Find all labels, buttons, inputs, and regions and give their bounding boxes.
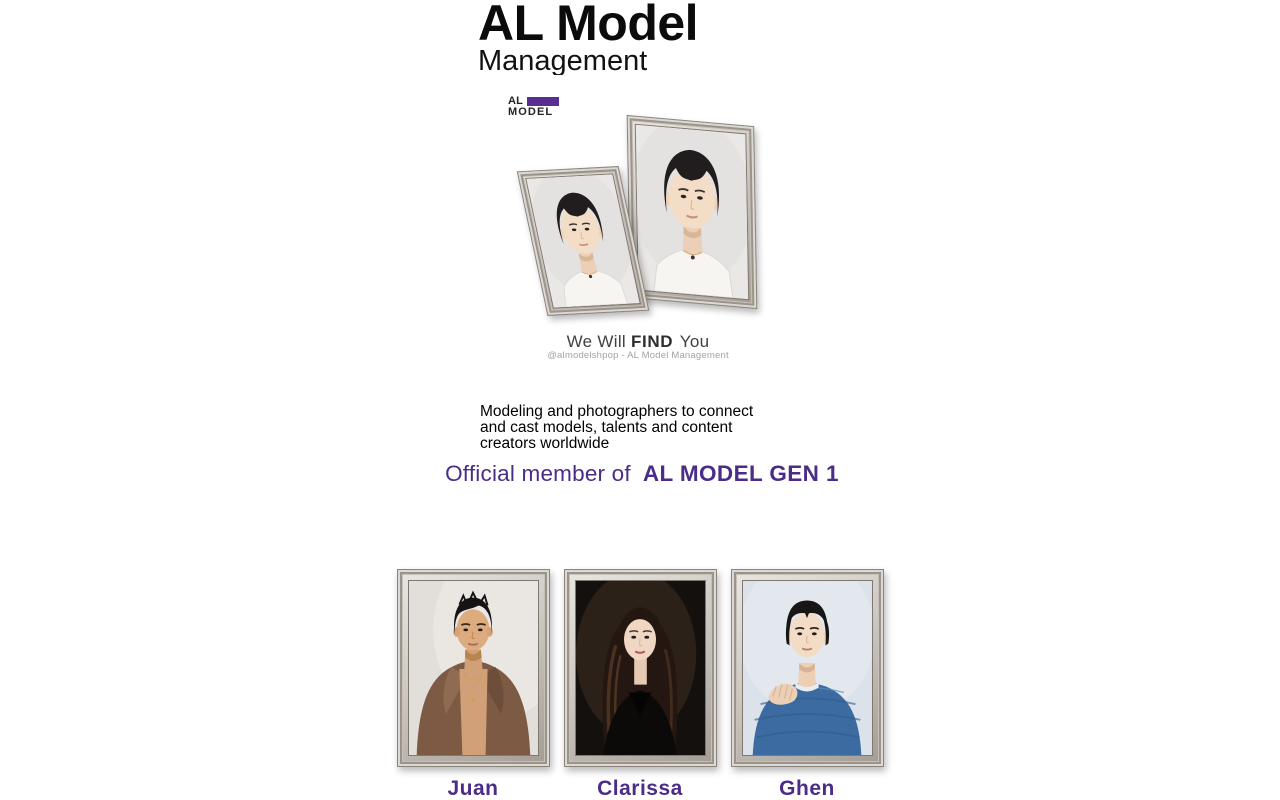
hero-tagline-subtext: @almodelshpop - AL Model Management: [547, 350, 729, 361]
logo-mark-icon: [527, 97, 559, 106]
model-card-clarissa[interactable]: [564, 569, 717, 800]
model-frame: [397, 569, 550, 767]
model-frame: [731, 569, 884, 767]
model-frame: [564, 569, 717, 767]
intro-text: Modeling and photographers to connect and cast models, talents and content creators worldwide: [480, 402, 754, 453]
tagline-emphasis: FIND: [631, 332, 674, 351]
page-title: AL Model: [478, 0, 699, 51]
logo-text-bottom: MODEL: [508, 106, 554, 118]
model-portrait-juan: [408, 580, 539, 756]
hero-collage: [480, 116, 796, 330]
hero-tagline: [480, 332, 796, 352]
page-subtitle: Management: [478, 45, 648, 75]
hero-portrait-small: [525, 173, 641, 308]
membership-line: [0, 461, 1280, 487]
model-portrait-clarissa: [575, 580, 706, 756]
model-portrait-ghen: [742, 580, 873, 756]
model-roster: [0, 569, 1280, 800]
brand-logo: [508, 96, 559, 117]
model-name-clarissa[interactable]: Clarissa: [597, 777, 683, 800]
model-name-ghen[interactable]: Ghen: [779, 777, 835, 800]
tagline-post: You: [675, 332, 710, 351]
hero-frame-right: [627, 115, 758, 309]
model-card-juan[interactable]: [397, 569, 550, 800]
logo-text-top: AL: [508, 95, 524, 107]
tagline-pre: We Will: [566, 332, 632, 351]
model-name-juan[interactable]: Juan: [447, 777, 499, 800]
page-subtitle-clip: [478, 45, 647, 75]
hero-portrait-large: [635, 124, 749, 301]
model-card-ghen[interactable]: [731, 569, 884, 800]
membership-group: AL MODEL GEN 1: [642, 461, 839, 486]
membership-prefix: Official member of: [445, 461, 631, 486]
